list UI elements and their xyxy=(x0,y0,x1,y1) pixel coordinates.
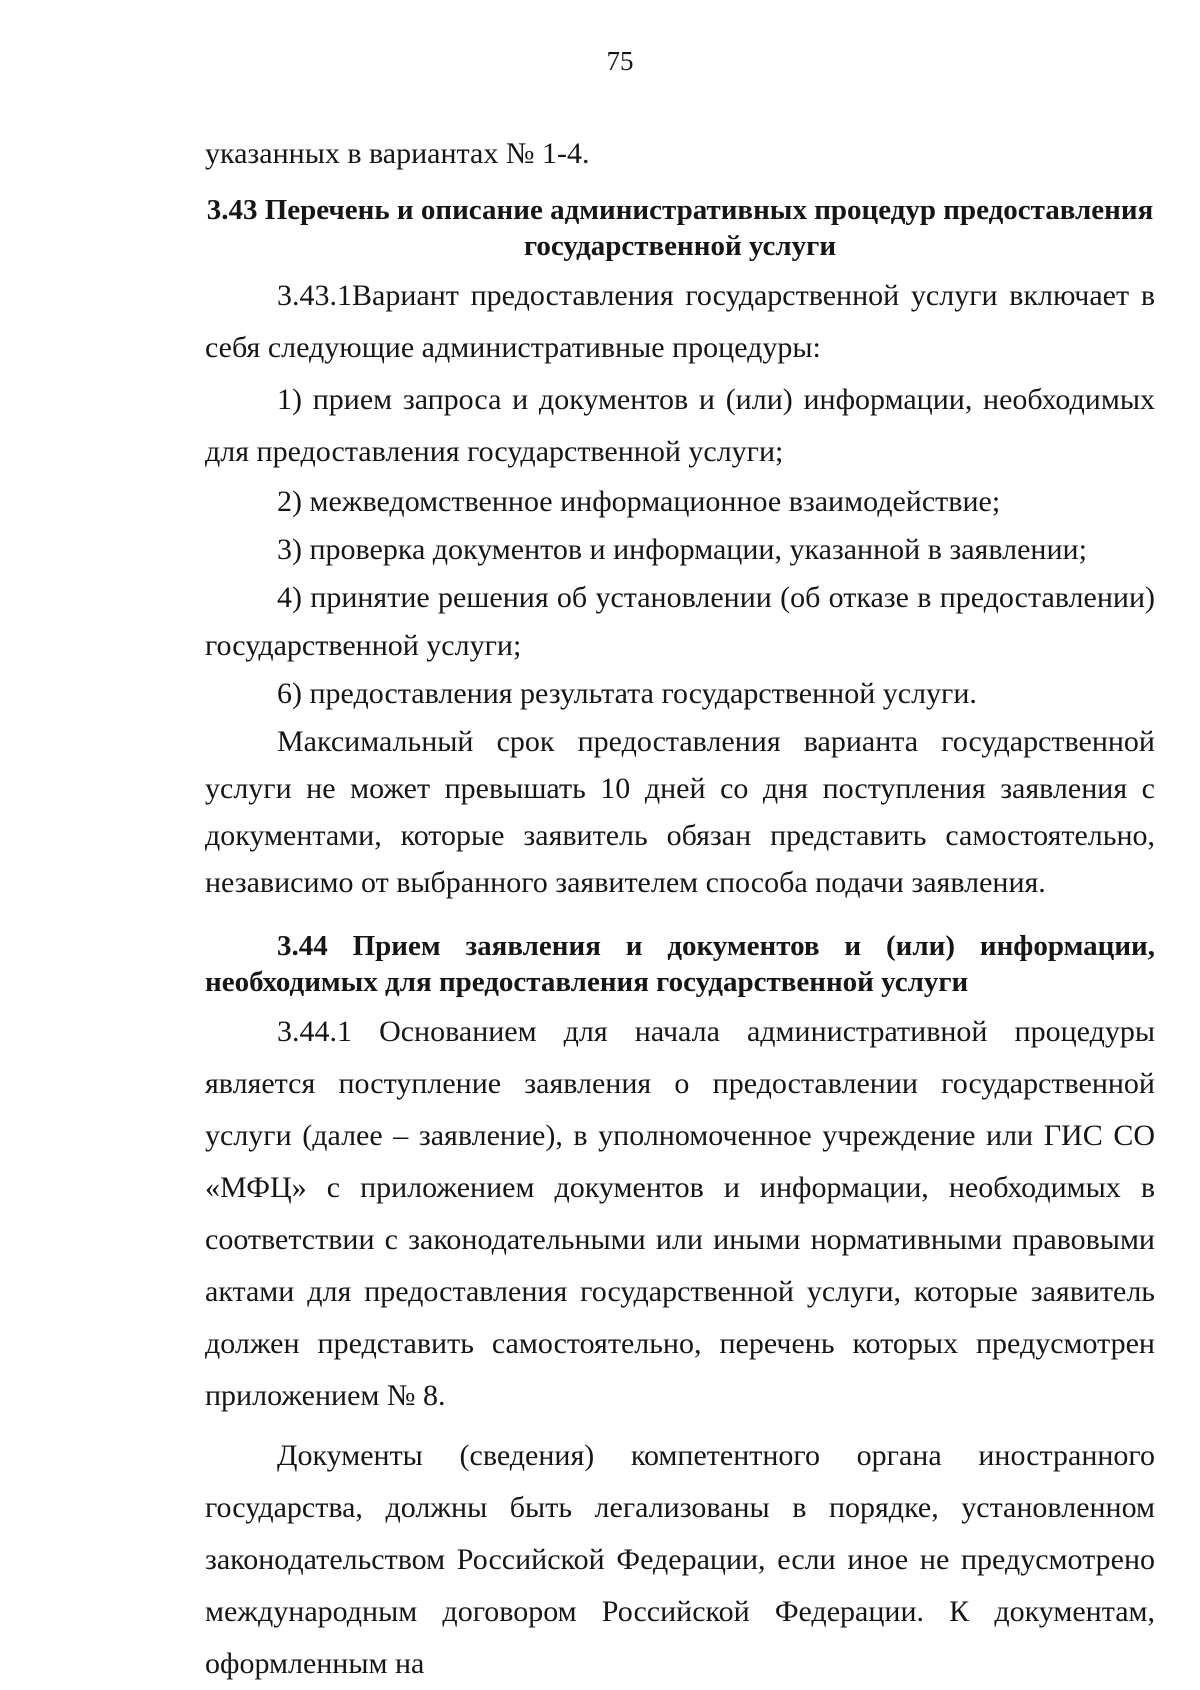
procedure-item-1: 1) прием запроса и документов и (или) информации, необходимых для предоставления государственной услуги; xyxy=(205,383,1155,468)
procedure-item-4: 4) принятие решения об установлении (об отказе в предоставлении) государственной услуги; xyxy=(205,581,1155,662)
continuation-text: указанных в вариантах № 1-4. xyxy=(205,137,590,170)
foreign-documents-paragraph: Документы (сведения) компетентного органа иностранного государства, должны быть легализованы в порядке, установленном законодательством Российской Федерации, если иное не предусмотрено международным договором Российской Федерации. К документам, оформленным на xyxy=(205,1439,1155,1680)
procedure-item-2: 2) межведомственное информационное взаимодействие; xyxy=(277,485,1001,518)
section-3-44-1-paragraph: 3.44.1 Основанием для начала административной процедуры является поступление заявления о предоставлении государственной услуги (далее – заявление), в уполномоченное учреждение или ГИС СО «МФЦ» с приложением документов и информации, необходимых в соответствии с законодательными или иными нормативными правовыми актами для предоставления государственной услуги, которые заявитель должен представить самостоятельно, перечень которых предусмотрен приложением № 8. xyxy=(205,1015,1155,1412)
page-number: 75 xyxy=(606,46,634,76)
procedure-item-3: 3) проверка документов и информации, указанной в заявлении; xyxy=(277,533,1087,566)
page-content xyxy=(205,128,1155,1690)
section-3-43-heading: 3.43 Перечень и описание административных процедур предоставления государственной услуги xyxy=(206,194,1154,262)
section-3-43-1-paragraph: 3.43.1Вариант предоставления государственной услуги включает в себя следующие административные процедуры: xyxy=(205,279,1155,364)
max-term-paragraph: Максимальный срок предоставления варианта государственной услуги не может превышать 10 дней со дня поступления заявления с документами, которые заявитель обязан представить самостоятельно, независимо от выбранного заявителем способа подачи заявления. xyxy=(205,725,1155,899)
section-3-44-heading: 3.44 Прием заявления и документов и (или) информации, необходимых для предоставления государственной услуги xyxy=(205,930,1155,998)
procedure-item-6: 6) предоставления результата государственной услуги. xyxy=(277,677,977,710)
